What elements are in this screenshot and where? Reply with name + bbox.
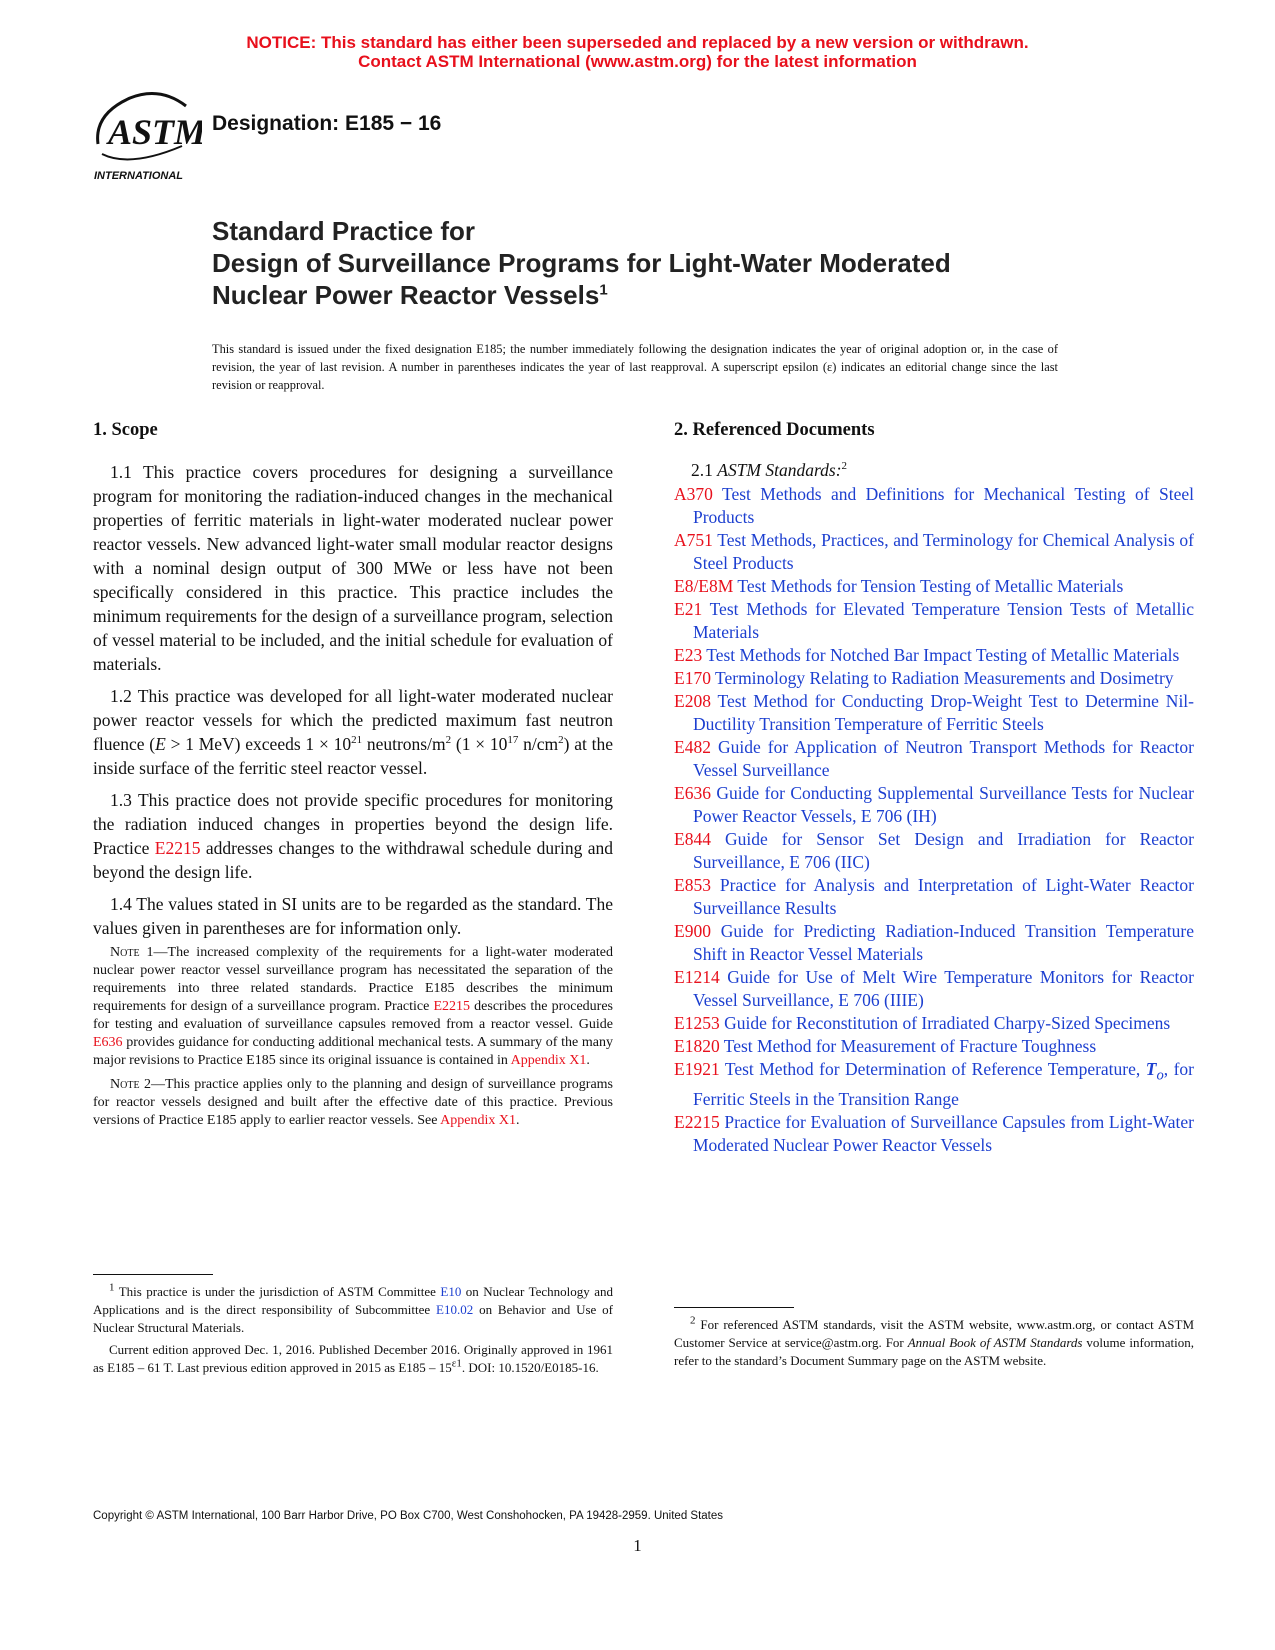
ref-code-link[interactable]: E900: [674, 921, 711, 941]
ref-code-link[interactable]: E170: [674, 668, 711, 688]
reference-item: [674, 966, 1194, 1012]
reference-item: [674, 598, 1194, 644]
ref-title-link[interactable]: Guide for Application of Neutron Transport Methods for Reactor Vessel Surveillance: [693, 737, 1194, 780]
ref-code-link[interactable]: E853: [674, 875, 711, 895]
ref-code-link[interactable]: E1253: [674, 1013, 720, 1033]
ref-code-link[interactable]: E21: [674, 599, 703, 619]
ref-code-link[interactable]: E1820: [674, 1036, 720, 1056]
reference-item: [674, 483, 1194, 529]
reference-item: [674, 1035, 1194, 1058]
link-e636-note[interactable]: E636: [93, 1035, 123, 1050]
reference-item: [674, 575, 1194, 598]
ref-title-link[interactable]: Guide for Predicting Radiation-Induced Transition Temperature Shift in Reactor Vessel Materials: [693, 921, 1194, 964]
link-appendix-x1[interactable]: Appendix X1: [510, 1053, 587, 1068]
ref-code-link[interactable]: E8/E8M: [674, 576, 734, 596]
ref-title-link[interactable]: Guide for Use of Melt Wire Temperature Monitors for Reactor Vessel Surveillance, E 706 (IIIE): [693, 967, 1194, 1010]
reference-item: [674, 828, 1194, 874]
ref-code-link[interactable]: E482: [674, 737, 711, 757]
ref-title-link[interactable]: Guide for Reconstitution of Irradiated Charpy-Sized Specimens: [719, 1013, 1171, 1033]
reference-item: [674, 920, 1194, 966]
ref-title-link[interactable]: Test Methods, Practices, and Terminology for Chemical Analysis of Steel Products: [693, 530, 1194, 573]
notice-line-1: NOTICE: This standard has either been superseded and replaced by a new version or withdrawn.: [246, 33, 1029, 52]
notice-banner: [0, 33, 1275, 71]
ref-title-link[interactable]: Test Methods for Notched Bar Impact Testing of Metallic Materials: [702, 645, 1180, 665]
ref-title-link[interactable]: Practice for Evaluation of Surveillance Capsules from Light-Water Moderated Nuclear Power Reactor Vessels: [693, 1111, 1194, 1155]
copyright: Copyright © ASTM International, 100 Barr Harbor Drive, PO Box C700, West Conshohocken, PA 19428-2959. United States: [93, 1510, 724, 1522]
link-e10[interactable]: E10: [440, 1284, 462, 1299]
document-title: [212, 215, 1112, 311]
ref-title-link[interactable]: Guide for Sensor Set Design and Irradiation for Reactor Surveillance, E 706 (IIC): [693, 829, 1194, 872]
link-e2215-note[interactable]: E2215: [433, 999, 471, 1014]
issued-statement: This standard is issued under the fixed designation E185; the number immediately following the designation indicates the year of original adoption or, in the case of revision, the year of last revision. A number in parentheses indicates the year of last reapproval. A superscript epsilon (ε) indicates an editorial change since the last revision or reapproval.: [212, 342, 1058, 392]
ref-title-link[interactable]: Test Methods and Definitions for Mechanical Testing of Steel Products: [693, 484, 1194, 527]
scope-1-1: 1.1 This practice covers procedures for designing a surveillance program for monitoring the radiation-induced changes in the mechanical properties of ferritic materials in light-water moderated nuclear power reactor vessels. New advanced light-water small modular reactor designs with a nominal design output of 300 MWe or less have not been specifically considered in this practice. This practice includes the minimum requirements for the design of a surveillance program, selection of vessel material to be included, and the initial schedule for evaluation of materials.: [93, 462, 613, 674]
ref-title-link[interactable]: Test Methods for Tension Testing of Metallic Materials: [733, 576, 1124, 596]
astm-logo: [90, 84, 202, 184]
ref-code-link[interactable]: E636: [674, 783, 711, 803]
ref-title-link[interactable]: Terminology Relating to Radiation Measurements and Dosimetry: [710, 668, 1174, 688]
ref-title-link[interactable]: Test Method for Determination of Reference Temperature, $T_o$, for Ferritic Steels in the Transition Range: [693, 1059, 1195, 1109]
reference-item: [674, 690, 1194, 736]
ref-code-link[interactable]: E23: [674, 645, 703, 665]
scope-1-2: 1.2 This practice was developed for all light-water moderated nuclear power reactor vessels for which the predicted maximum fast neutron fluence (E > 1 MeV) exceeds $1 \times 10^{21}$ neutrons/$m^2$ ($1 \times 10^{17}$ $n/cm^2$) at the inside surface of the ferritic steel reactor vessel.: [93, 686, 613, 778]
note-2: Note 2—This practice applies only to the planning and design of surveillance programs for reactor vessels designed and built after the effective date of this practice. Previous versions of Practice E185 apply to earlier reactor vessels. See Appendix X1.: [93, 1077, 613, 1128]
reference-list: [674, 483, 1194, 1157]
svg-text:INTERNATIONAL: INTERNATIONAL: [94, 170, 184, 182]
reference-item: [674, 782, 1194, 828]
footnote-1: $^1$ This practice is under the jurisdiction of ASTM Committee E10 on Nuclear Technology and Applications and is the direct responsibility of Subcommittee E10.02 on Behavior and Use of Nuclear Structural Materials. Current edition approved Dec. 1, 2016. Published December 2016. Originally approved in 1961 as E185 – 61 T. Last previous edition approved in 2015 as $E185 - 15^{\varepsilon 1}$. DOI: 10.1520/E0185-16.: [93, 1274, 613, 1377]
reference-item: [674, 736, 1194, 782]
ref-title-link[interactable]: Test Method for Conducting Drop-Weight Test to Determine Nil-Ductility Transition Temperature of Ferritic Steels: [693, 691, 1194, 734]
link-e2215[interactable]: E2215: [154, 838, 201, 858]
notice-line-2: Contact ASTM International (www.astm.org) for the latest information: [358, 52, 917, 71]
ref-code-link[interactable]: E208: [674, 691, 711, 711]
footnote-2: $^2$ For referenced ASTM standards, visit the ASTM website, www.astm.org, or contact ASTM Customer Service at service@astm.org. For Annual Book of ASTM Standards volume information, refer to the standard’s Document Summary page on the ASTM website.: [674, 1307, 1194, 1370]
title-footnote-mark: 1: [599, 281, 608, 299]
scope-heading: 1. Scope: [93, 420, 158, 440]
title-line-2: Design of Surveillance Programs for Light-Water Moderated: [212, 248, 951, 278]
note-1: Note 1—The increased complexity of the requirements for a light-water moderated nuclear power reactor vessel surveillance program has necessitated the separation of the requirements into three related standards. Practice E185 describes the minimum requirements for design of a surveillance program. Practice E2215 describes the procedures for testing and evaluation of surveillance capsules removed from a reactor vessel. Guide E636 provides guidance for conducting additional mechanical tests. A summary of the many major revisions to Practice E185 since its original issuance is contained in Appendix X1.: [93, 945, 614, 1068]
scope-section: [93, 418, 613, 1136]
ref-title-link[interactable]: Guide for Conducting Supplemental Surveillance Tests for Nuclear Power Reactor Vessels, E 706 (IH): [693, 783, 1194, 826]
ref-code-link[interactable]: A751: [674, 530, 713, 550]
ref-title-link[interactable]: Test Methods for Elevated Temperature Tension Tests of Metallic Materials: [693, 599, 1194, 642]
ref-code-link[interactable]: E844: [674, 829, 711, 849]
scope-1-4: 1.4 The values stated in SI units are to be regarded as the standard. The values given in parentheses are for information only.: [93, 894, 613, 938]
reference-item: [674, 667, 1194, 690]
footnote-rule: [93, 1274, 213, 1275]
reference-item: [674, 1012, 1194, 1035]
scope-1-3: 1.3 This practice does not provide specific procedures for monitoring the radiation induced changes in properties beyond the design life. Practice E2215 addresses changes to the withdrawal schedule during and beyond the design life.: [93, 790, 613, 882]
referenced-heading: 2. Referenced Documents: [674, 420, 875, 440]
svg-text:ASTM: ASTM: [108, 112, 202, 152]
reference-item: [674, 874, 1194, 920]
link-e10-02[interactable]: E10.02: [436, 1302, 474, 1317]
page-number: 1: [633, 1536, 642, 1555]
title-line-1: Standard Practice for: [212, 216, 475, 246]
astm-standards-subheading: 2.1 ASTM Standards:$^2$: [691, 460, 848, 480]
ref-code-link[interactable]: E1921: [674, 1059, 720, 1079]
ref-code-link[interactable]: E1214: [674, 967, 720, 987]
referenced-documents-section: [674, 418, 1194, 1157]
title-line-3: Nuclear Power Reactor Vessels: [212, 280, 600, 310]
footnote-rule-2: [674, 1307, 794, 1308]
reference-item: [674, 1111, 1194, 1157]
link-appendix-x1-note2[interactable]: Appendix X1: [440, 1113, 516, 1128]
ref-title-link[interactable]: Test Method for Measurement of Fracture Toughness: [719, 1036, 1097, 1056]
ref-code-link[interactable]: E2215: [674, 1111, 720, 1132]
ref-title-link[interactable]: Practice for Analysis and Interpretation of Light-Water Reactor Surveillance Results: [693, 875, 1194, 918]
ref-code-link[interactable]: A370: [674, 484, 713, 504]
reference-item: [674, 529, 1194, 575]
reference-item: [674, 1058, 1194, 1111]
designation: Designation: E185 − 16: [212, 112, 442, 135]
reference-item: [674, 644, 1194, 667]
